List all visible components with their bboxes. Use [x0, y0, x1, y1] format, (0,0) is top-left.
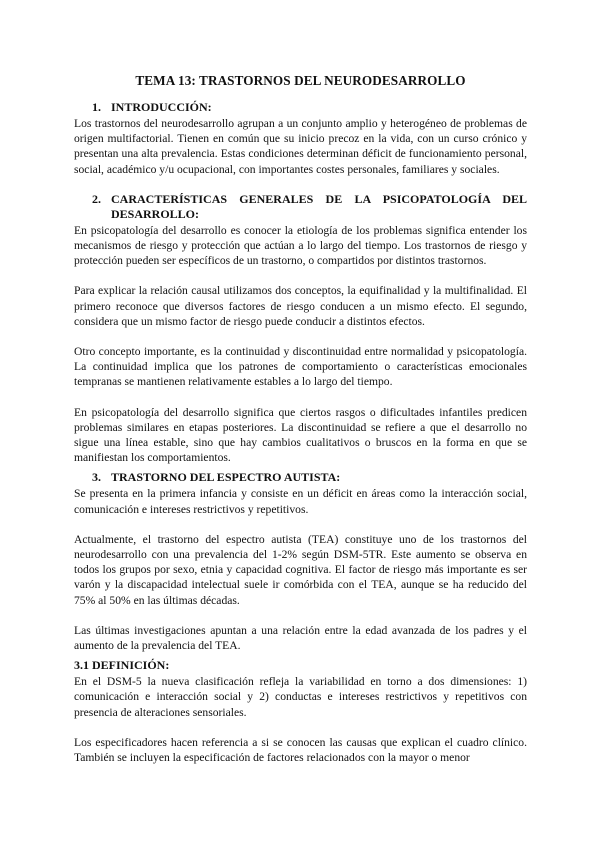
- section-number: 1.: [92, 100, 101, 114]
- paragraph: Las últimas investigaciones apuntan a una relación entre la edad avanzada de los padres y el aumento de la prevalencia del TEA.: [74, 623, 527, 653]
- paragraph: Para explicar la relación causal utilizamos dos conceptos, la equifinalidad y la multifinalidad. El primero reconoce que diversos factores de riesgo conducen a un mismo efecto. El segundo, considera que un mismo factor de riesgo puede conducir a distintos efectos.: [74, 284, 527, 328]
- paragraph: Otro concepto importante, es la continuidad y discontinuidad entre normalidad y psicopatología. La continuidad implica que los patrones de comportamiento o características emocionales tempranas se mantienen relativamente estables a lo largo del tiempo.: [74, 345, 527, 389]
- paragraph: Los trastornos del neurodesarrollo agrupan a un conjunto amplio y heterogéneo de problemas de origen multifactorial. Tienen en común que su inicio precoz en la vida, con un curso crónico y presentan una alta prevalencia. Estas condiciones determinan déficit de funcionamiento personal, social, académico y/u ocupacional, con importantes costes personales, familiares y sociales.: [74, 117, 527, 176]
- paragraph: En psicopatología del desarrollo es conocer la etiología de los problemas significa entender los mecanismos de riesgo y protección que actúan a lo largo del tiempo. Los trastornos de riesgo y protección pueden ser específicos de un trastorno, o compartidos por distintos trastornos.: [74, 223, 527, 268]
- subsection-heading-definicion: 3.1 DEFINICIÓN:: [74, 658, 170, 673]
- document-page: [74, 60, 527, 780]
- section-heading-caracteristicas: [74, 192, 527, 222]
- paragraph: Actualmente, el trastorno del espectro autista (TEA) constituye uno de los trastornos del neurodesarrollo con una prevalencia del 1-2% según DSM-5TR. Este aumento se observa en todos los grupos por sexo, etnia y capacidad cognitiva. El factor de riesgo más importante es ser varón y la discapacidad intelectual suele ir comórbida con el TEA, aunque se ha reducido del 75% al 50% en las últimas décadas.: [74, 532, 527, 607]
- section-title: CARACTERÍSTICAS GENERALES DE LA PSICOPATOLOGÍA DEL DESARROLLO:: [111, 191, 527, 221]
- section-number: 2.: [92, 191, 101, 206]
- section-title: TRASTORNO DEL ESPECTRO AUTISTA:: [111, 470, 341, 485]
- section-title: INTRODUCCIÓN:: [111, 100, 212, 114]
- section-number: 3.: [92, 470, 101, 485]
- paragraph: En psicopatología del desarrollo significa que ciertos rasgos o dificultades infantiles predicen problemas similares en etapas posteriores. La discontinuidad se refiere a que el desarrollo no sigue una línea estable, sino que hay cambios cualitativos o bruscos en la forma en que se manifiestan los comportamientos.: [74, 405, 527, 465]
- paragraph: En el DSM-5 la nueva clasificación refleja la variabilidad en torno a dos dimensiones: 1) comunicación e interacción social y 2) conductas e intereses restrictivos y repetitivos con presencia de alteraciones sensoriales.: [74, 675, 527, 719]
- section-heading-tea: [74, 470, 527, 485]
- paragraph: Se presenta en la primera infancia y consiste en un déficit en áreas como la interacción social, comunicación e intereses restrictivos y repetitivos.: [74, 487, 527, 516]
- paragraph: Los especificadores hacen referencia a si se conocen las causas que explican el cuadro clínico. También se incluyen la especificación de factores relacionados con la mayor o menor: [74, 735, 527, 765]
- section-heading-introduccion: [74, 100, 527, 115]
- document-title: TEMA 13: TRASTORNOS DEL NEURODESARROLLO: [135, 73, 466, 88]
